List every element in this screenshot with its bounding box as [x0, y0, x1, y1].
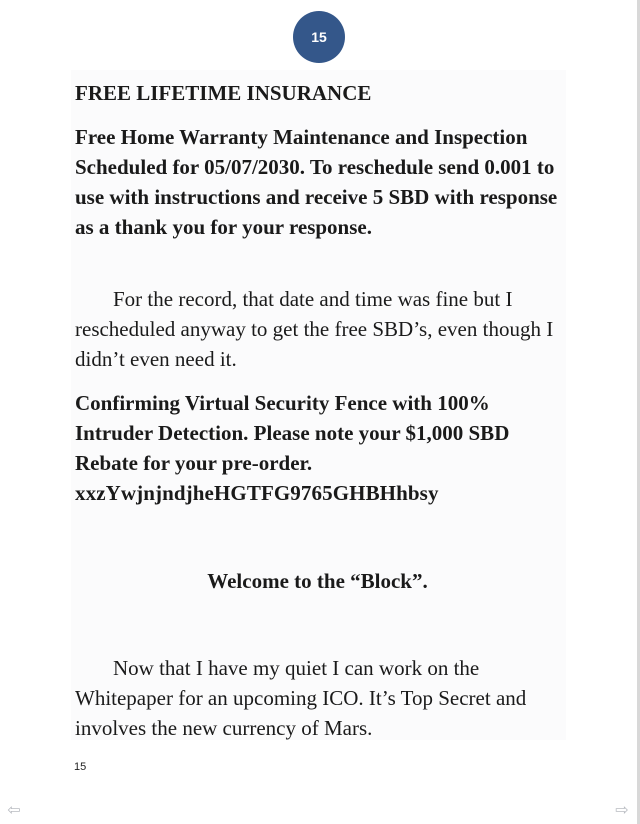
- confirmation-code: xxzYwjnjndjheHGTFG9765GHBHhbsy: [75, 481, 439, 505]
- paragraph-warranty: Free Home Warranty Maintenance and Inspection Scheduled for 05/07/2030. To reschedule send 0.001 to use with instructions and receive 5 SBD with response as a thank you for your response.: [75, 125, 558, 239]
- page-number-badge: [293, 11, 345, 63]
- footer-page-number: 15: [74, 761, 87, 773]
- page-number-badge-label: 15: [311, 29, 327, 45]
- welcome-heading: Welcome to the “Block”.: [207, 569, 428, 593]
- paragraph-whitepaper: Now that I have my quiet I can work on the Whitepaper for an upcoming ICO. It’s Top Secret and involves the new currency of Mars.: [75, 656, 527, 740]
- right-arrow-icon[interactable]: ⇨: [615, 799, 629, 819]
- section-heading: FREE LIFETIME INSURANCE: [75, 81, 372, 105]
- paragraph-security-fence: Confirming Virtual Security Fence with 100% Intruder Detection. Please note your $1,000 SBD Rebate for your pre-order.: [75, 391, 510, 475]
- left-arrow-icon[interactable]: ⇦: [7, 799, 21, 819]
- paragraph-record: For the record, that date and time was fine but I rescheduled anyway to get the free SBD’s, even though I didn’t even need it.: [75, 287, 554, 371]
